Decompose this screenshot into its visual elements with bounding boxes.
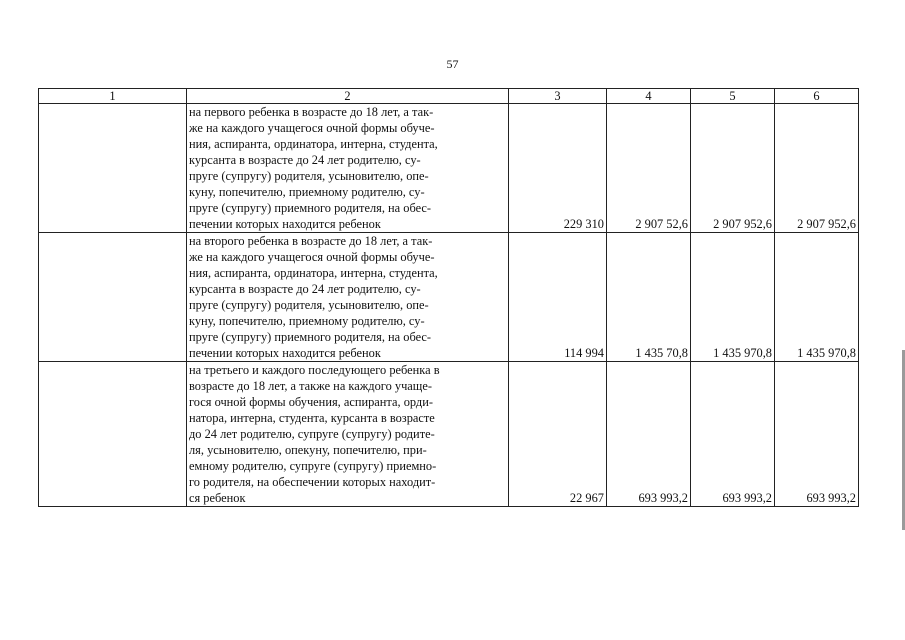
row-3-col-3: 22 967: [509, 362, 607, 507]
text-line: курсанта в возрасте до 24 лет родителю, су-: [189, 282, 421, 296]
text-line: пруге (супругу) родителя, усыновителю, опе-: [189, 298, 429, 312]
row-2-col-5: 1 435 970,8: [691, 233, 775, 362]
row-3-description: [187, 362, 509, 507]
table-row: [39, 104, 859, 233]
row-1-col-6: 2 907 952,6: [775, 104, 859, 233]
row-1-col-3: 229 310: [509, 104, 607, 233]
text-line: ния, аспиранта, ординатора, интерна, студента,: [189, 137, 438, 151]
text-line: на третьего и каждого последующего ребенка в: [189, 363, 440, 377]
table-row: [39, 233, 859, 362]
text-line: на первого ребенка в возрасте до 18 лет, а так-: [189, 105, 434, 119]
row-1-col-5: 2 907 952,6: [691, 104, 775, 233]
row-2-col-6: 1 435 970,8: [775, 233, 859, 362]
header-col-6: 6: [775, 89, 859, 104]
text-line: до 24 лет родителю, супруге (супругу) родите-: [189, 427, 435, 441]
row-1-col-1: [39, 104, 187, 233]
row-1-col-4: 2 907 52,6: [607, 104, 691, 233]
page-number: 57: [446, 57, 459, 71]
text-line: ся ребенок: [189, 491, 246, 505]
text-line: ля, усыновителю, опекуну, попечителю, при-: [189, 443, 427, 457]
row-3-col-5: 693 993,2: [691, 362, 775, 507]
text-line: на второго ребенка в возрасте до 18 лет, а так-: [189, 234, 433, 248]
row-2-description: [187, 233, 509, 362]
text-line: натора, интерна, студента, курсанта в возрасте: [189, 411, 435, 425]
table-row: [39, 362, 859, 507]
header-col-1: 1: [39, 89, 187, 104]
row-2-col-4: 1 435 70,8: [607, 233, 691, 362]
text-line: куну, попечителю, приемному родителю, су-: [189, 314, 425, 328]
text-line: возрасте до 18 лет, а также на каждого учаще-: [189, 379, 432, 393]
header-col-5: 5: [691, 89, 775, 104]
text-line: гося очной формы обучения, аспиранта, орди-: [189, 395, 433, 409]
text-line: курсанта в возрасте до 24 лет родителю, су-: [189, 153, 421, 167]
row-2-col-3: 114 994: [509, 233, 607, 362]
row-1-description: [187, 104, 509, 233]
text-line: же на каждого учащегося очной формы обуче-: [189, 121, 435, 135]
row-3-col-1: [39, 362, 187, 507]
text-line: го родителя, на обеспечении которых находит-: [189, 475, 436, 489]
text-line: пруге (супругу) приемного родителя, на обес-: [189, 201, 432, 215]
text-line: ния, аспиранта, ординатора, интерна, студента,: [189, 266, 438, 280]
row-2-col-1: [39, 233, 187, 362]
text-line: печении которых находится ребенок: [189, 217, 381, 231]
text-line: емному родителю, супруге (супругу) приемно-: [189, 459, 437, 473]
data-table: [38, 88, 859, 507]
header-col-3: 3: [509, 89, 607, 104]
table-header-row: [39, 89, 859, 104]
row-3-col-6: 693 993,2: [775, 362, 859, 507]
row-3-col-4: 693 993,2: [607, 362, 691, 507]
text-line: пруге (супругу) приемного родителя, на обес-: [189, 330, 432, 344]
text-line: печении которых находится ребенок: [189, 346, 381, 360]
header-col-2: 2: [187, 89, 509, 104]
text-line: же на каждого учащегося очной формы обуче-: [189, 250, 435, 264]
text-line: пруге (супругу) родителя, усыновителю, опе-: [189, 169, 429, 183]
header-col-4: 4: [607, 89, 691, 104]
text-line: куну, попечителю, приемному родителю, су-: [189, 185, 425, 199]
